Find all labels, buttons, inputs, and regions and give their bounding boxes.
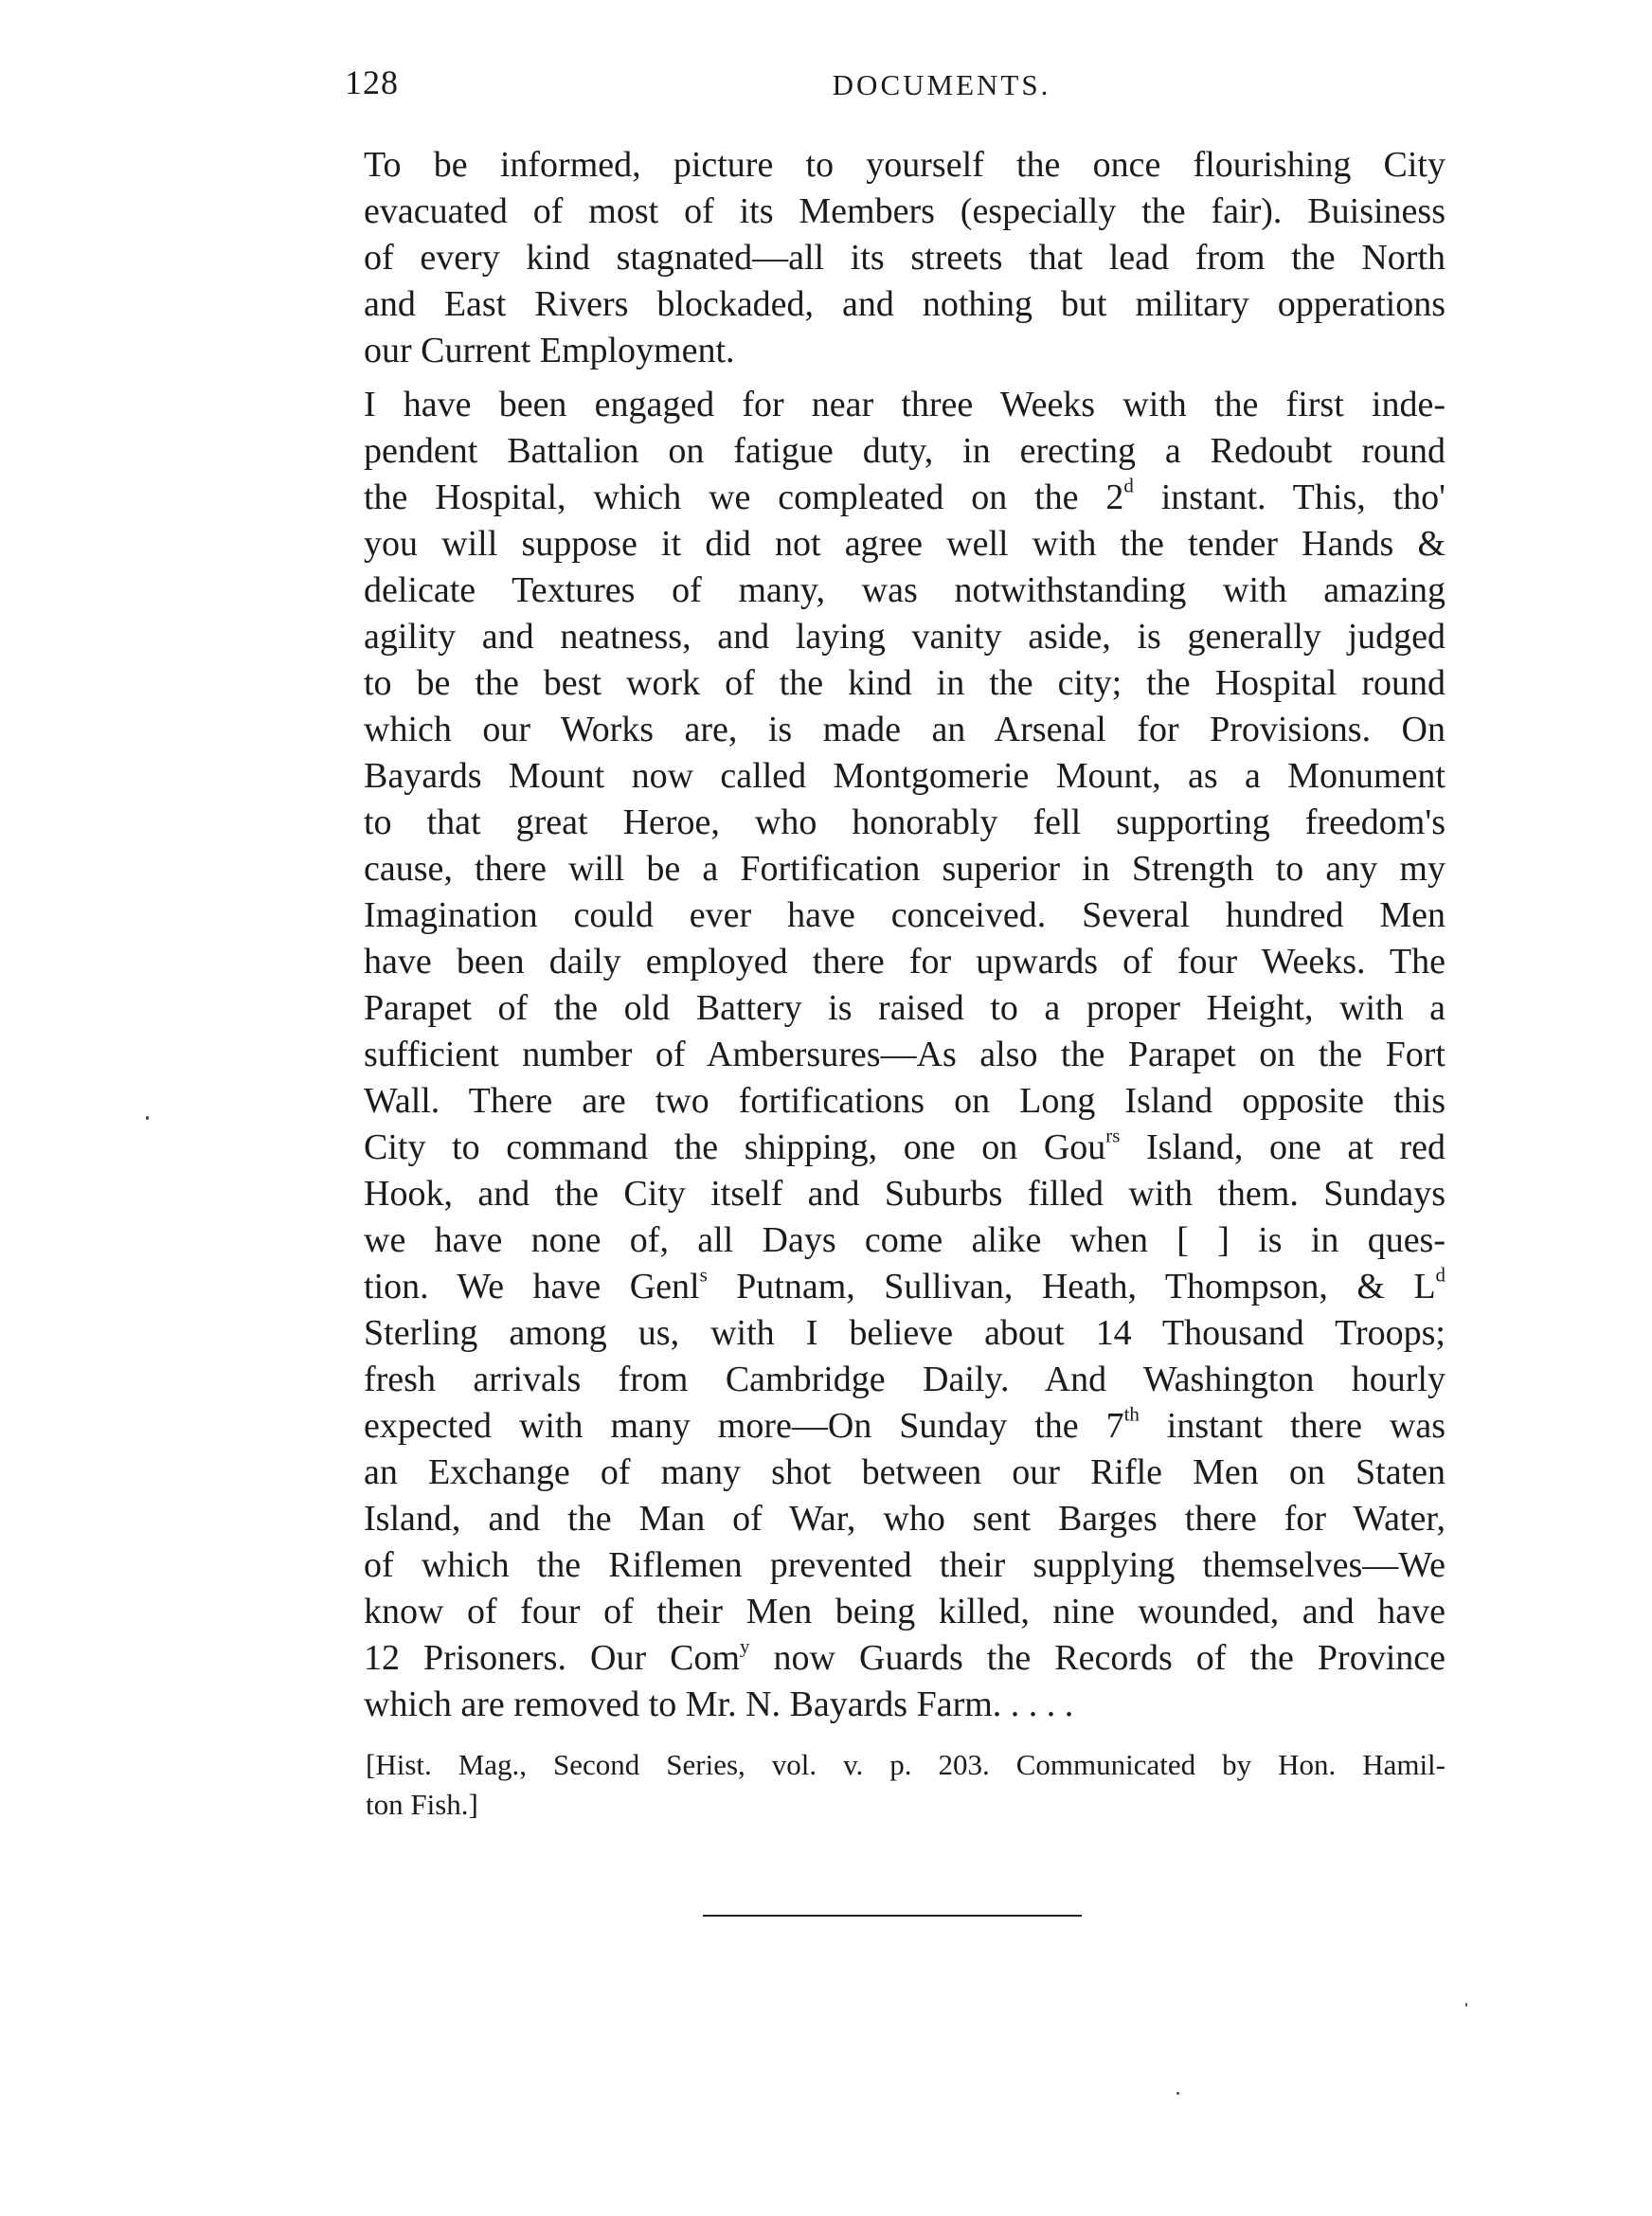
text-line: our Current Employment. xyxy=(364,331,735,370)
scan-speck xyxy=(1176,2092,1179,2095)
text-line: Bayards Mount now called Montgomerie Mount, as a Monument xyxy=(364,756,1446,796)
text-line: cause, there will be a Fortification superior in Strength to any my xyxy=(364,849,1446,889)
text-line: an Exchange of many shot between our Rifle Men on Staten xyxy=(364,1452,1446,1492)
text-line: Sterling among us, with I believe about 14 Thousand Troops; xyxy=(364,1313,1446,1353)
paragraph-1 xyxy=(345,142,1446,374)
section-divider xyxy=(703,1915,1082,1917)
source-citation xyxy=(366,1745,1446,1825)
text-line: tion. We have Genl$^s$ Putnam, Sullivan, Heath, Thompson, & $L^d$ xyxy=(364,1263,1446,1306)
text-line: I have been engaged for near three Weeks with the first inde- xyxy=(364,385,1446,424)
text-line: pendent Battalion on fatigue duty, in erecting a Redoubt round xyxy=(364,431,1446,471)
text-line: which are removed to Mr. N. Bayards Farm. . . . . xyxy=(364,1685,1074,1724)
page-header xyxy=(345,63,1453,116)
text-line: of every kind stagnated—all its streets that lead from the North xyxy=(364,238,1446,278)
text-line: the Hospital, which we compleated on the 2$^d$ instant. This, tho' xyxy=(364,474,1446,517)
page-number: 128 xyxy=(345,63,399,101)
text-line: of which the Riflemen prevented their supplying themselves—We xyxy=(364,1545,1446,1585)
text-line: you will suppose it did not agree well with the tender Hands & xyxy=(364,524,1446,564)
scan-speck xyxy=(1465,2003,1467,2007)
scan-speck xyxy=(146,1116,149,1120)
text-line: agility and neatness, and laying vanity aside, is generally judged xyxy=(364,617,1446,657)
text-line: Hook, and the City itself and Suburbs filled with them. Sundays xyxy=(364,1174,1446,1214)
text-line: to that great Heroe, who honorably fell supporting freedom's xyxy=(364,802,1446,842)
text-line: Island, and the Man of War, who sent Barges there for Water, xyxy=(364,1499,1446,1539)
text-line: we have none of, all Days come alike when [ ] is in ques- xyxy=(364,1220,1446,1260)
text-line: expected with many more—On Sunday the 7th instant there was xyxy=(364,1402,1446,1446)
text-line: delicate Textures of many, was notwithstanding with amazing xyxy=(364,570,1446,610)
text-line: sufficient number of Ambersures—As also the Parapet on the Fort xyxy=(364,1035,1446,1074)
text-line: To be informed, picture to yourself the once flourishing City xyxy=(364,145,1446,185)
text-line: to be the best work of the kind in the city; the Hospital round xyxy=(364,663,1446,703)
text-line: have been daily employed there for upwards of four Weeks. The xyxy=(364,942,1446,982)
citation-line-1: [Hist. Mag., Second Series, vol. v. p. 203. Communicated by Hon. Hamil- xyxy=(366,1748,1446,1781)
text-line: City to command the shipping, one on Gou$^{rs}$ Island, one at red xyxy=(364,1124,1446,1167)
text-line: fresh arrivals from Cambridge Daily. And Washington hourly xyxy=(364,1360,1446,1399)
text-line: and East Rivers blockaded, and nothing but military opperations xyxy=(364,284,1446,324)
text-line: Wall. There are two fortifications on Long Island opposite this xyxy=(364,1081,1446,1121)
text-line: evacuated of most of its Members (especially the fair). Buisiness xyxy=(364,191,1446,231)
running-head: DOCUMENTS. xyxy=(832,68,1051,101)
text-line: which our Works are, is made an Arsenal for Provisions. On xyxy=(364,710,1446,749)
text-line: 12 Prisoners. Our Com$^y$ now Guards the Records of the Province xyxy=(364,1634,1446,1678)
text-line: know of four of their Men being killed, nine wounded, and have xyxy=(364,1592,1446,1631)
paragraph-2 xyxy=(345,382,1446,1728)
citation-line-2: ton Fish.] xyxy=(366,1788,478,1821)
letter-body xyxy=(345,142,1446,1736)
text-line: Imagination could ever have conceived. Several hundred Men xyxy=(364,895,1446,935)
text-line: Parapet of the old Battery is raised to a proper Height, with a xyxy=(364,988,1446,1028)
